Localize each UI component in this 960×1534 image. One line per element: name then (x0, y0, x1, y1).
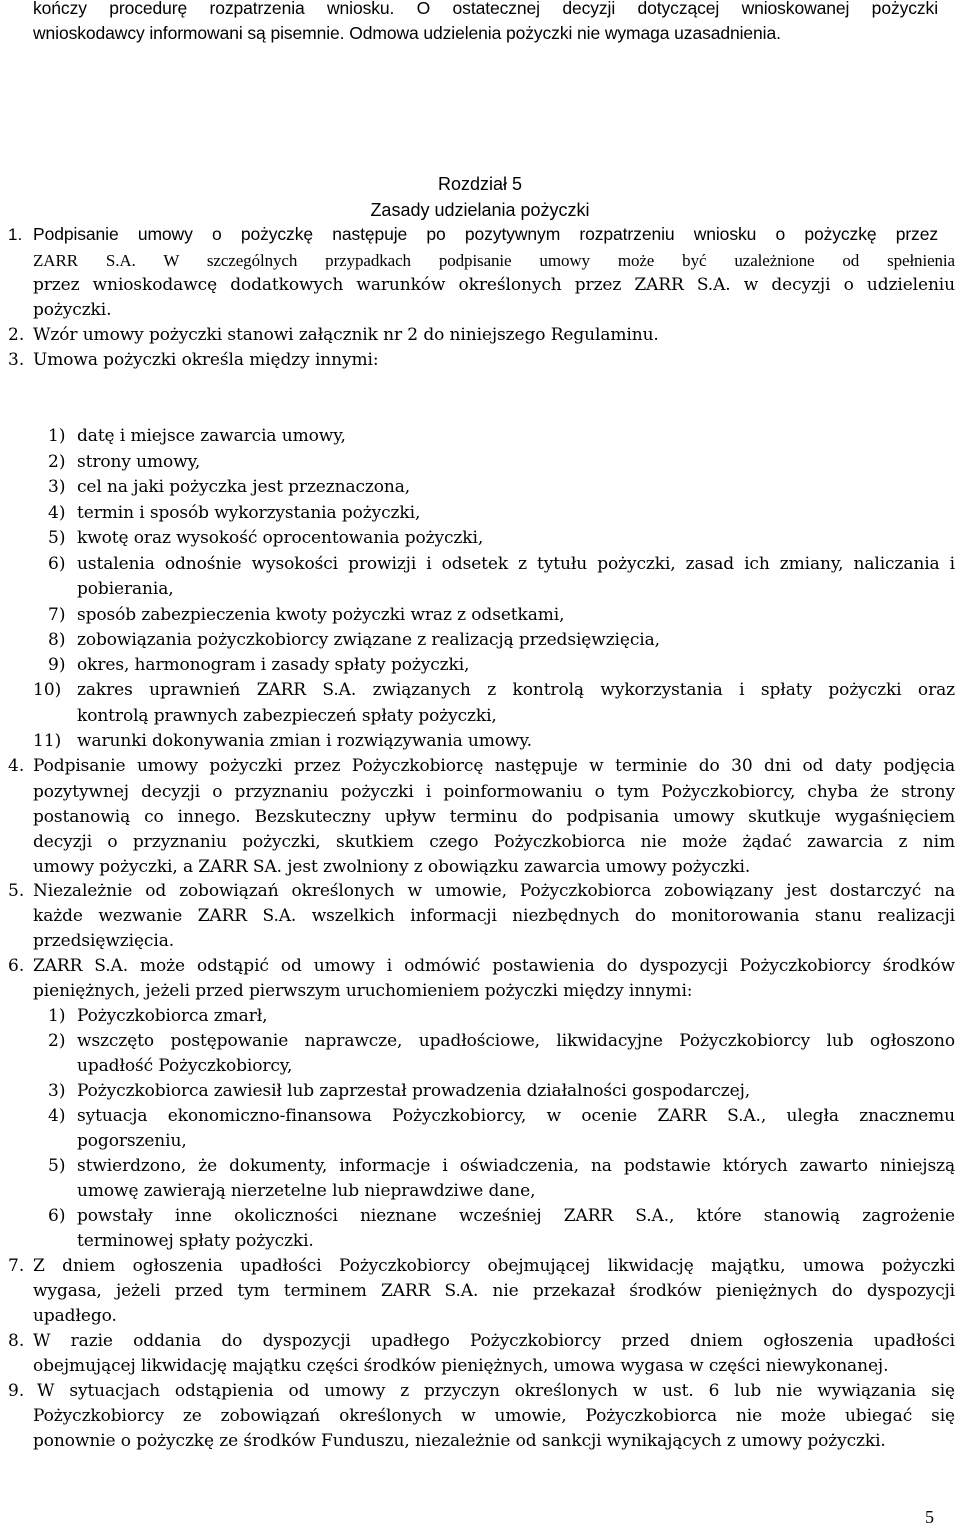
list-item: sytuacja ekonomiczno-finansowa Pożyczkobiorcy, w ocenie ZARR S.A., uległa znacznemu (77, 1106, 955, 1126)
list-item: pobierania, (77, 579, 174, 599)
section-4-line: umowy pożyczki, a ZARR SA. jest zwolniony z obowiązku zawarcia umowy pożyczki. (33, 857, 751, 877)
page-number: 5 (925, 1507, 934, 1527)
section-4-line: postanowią co innego. Bezskuteczny upływ terminu do podpisania umowy skutkuje wygaśnięciem (33, 807, 955, 827)
section-2-line: Wzór umowy pożyczki stanowi załącznik nr 2 do niniejszego Regulaminu. (33, 325, 659, 345)
list-item: kwotę oraz wysokość oprocentowania pożyczki, (77, 528, 484, 548)
list-item: zakres uprawnień ZARR S.A. związanych z kontrolą wykorzystania i spłaty pożyczki oraz (77, 680, 955, 700)
list-item: wszczęto postępowanie naprawcze, upadłościowe, likwidacyjne Pożyczkobiorcy lub ogłoszono (77, 1031, 955, 1051)
section-6-line: ZARR S.A. może odstąpić od umowy i odmówić postawienia do dyspozycji Pożyczkobiorcy środków (33, 956, 955, 976)
list-item-number: 2) (48, 452, 66, 472)
list-item-number: 11) (33, 731, 62, 751)
list-item: umowę zawierają nierzetelne lub nieprawdziwe dane, (77, 1181, 536, 1201)
section-1-line: Podpisanie umowy o pożyczkę następuje po pozytywnym rozpatrzeniu wniosku o pożyczkę przez (33, 224, 938, 244)
list-item-number: 6) (48, 1206, 66, 1226)
section-5-number: 5. (8, 881, 25, 901)
section-9-line: Pożyczkobiorcy ze zobowiązań określonych w umowie, Pożyczkobiorca nie może ubiegać się (33, 1406, 955, 1426)
list-item: pogorszeniu, (77, 1131, 187, 1151)
list-item-number: 4) (48, 1106, 66, 1126)
list-item: datę i miejsce zawarcia umowy, (77, 426, 346, 446)
chapter-subtitle: Zasady udzielania pożyczki (370, 200, 590, 220)
section-9-line: W sytuacjach odstąpienia od umowy z przyczyn określonych w ust. 6 lub nie wywiązania się (37, 1381, 955, 1401)
list-item: okres, harmonogram i zasady spłaty pożyczki, (77, 655, 470, 675)
list-item: zobowiązania pożyczkobiorcy związane z realizacją przedsięwzięcia, (77, 630, 660, 650)
list-item-number: 9) (48, 655, 66, 675)
list-item-number: 5) (48, 528, 66, 548)
list-item-number: 1) (48, 426, 66, 446)
section-2-number: 2. (8, 325, 25, 345)
list-item: warunki dokonywania zmian i rozwiązywania umowy. (77, 731, 532, 751)
section-4-line: decyzji o przyznaniu pożyczki, skutkiem czego Pożyczkobiorca nie może żądać zawarcia z nim (33, 832, 955, 852)
section-4-line: Podpisanie umowy pożyczki przez Pożyczkobiorcę następuje w terminie do 30 dni od daty podjęcia (33, 756, 955, 776)
section-4-line: pozytywnej decyzji o przyznaniu pożyczki i poinformowaniu o tym Pożyczkobiorcy, chyba że strony (33, 782, 955, 802)
section-7-line: Z dniem ogłoszenia upadłości Pożyczkobiorcy obejmującej likwidację majątku, umowa pożyczki (33, 1256, 955, 1276)
section-6-line: pieniężnych, jeżeli przed pierwszym uruchomieniem pożyczki między innymi: (33, 981, 693, 1001)
list-item: stwierdzono, że dokumenty, informacje i oświadczenia, na podstawie których zawarto niniejszą (77, 1156, 955, 1176)
section-1-line: przez wnioskodawcę dodatkowych warunków określonych przez ZARR S.A. w decyzji o udzieleniu (33, 275, 955, 295)
list-item-number: 7) (48, 605, 66, 625)
list-item: Pożyczkobiorca zmarł, (77, 1006, 268, 1026)
list-item: kontrolą prawnych zabezpieczeń spłaty pożyczki, (77, 706, 497, 726)
list-item-number: 8) (48, 630, 66, 650)
list-item: cel na jaki pożyczka jest przeznaczona, (77, 477, 411, 497)
section-3-line: Umowa pożyczki określa między innymi: (33, 350, 379, 370)
section-8-line: W razie oddania do dyspozycji upadłego Pożyczkobiorcy przed dniem ogłoszenia upadłości (33, 1331, 955, 1351)
section-1-line: ZARR S.A. W szczególnych przypadkach podpisanie umowy może być uzależnione od spełnienia (33, 251, 955, 270)
list-item: strony umowy, (77, 452, 201, 472)
section-6-number: 6. (8, 956, 25, 976)
list-item-number: 3) (48, 1081, 66, 1101)
list-item-number: 10) (33, 680, 62, 700)
list-item: powstały inne okoliczności nieznane wcześniej ZARR S.A., które stanowią zagrożenie (77, 1206, 955, 1226)
section-1-line: pożyczki. (33, 300, 112, 320)
section-7-line: wygasa, jeżeli przed tym terminem ZARR S.A. nie przekazał środków pieniężnych do dyspozycji (33, 1281, 955, 1301)
list-item: Pożyczkobiorca zawiesił lub zaprzestał prowadzenia działalności gospodarczej, (77, 1081, 751, 1101)
list-item: termin i sposób wykorzystania pożyczki, (77, 503, 421, 523)
list-item-number: 5) (48, 1156, 66, 1176)
list-item-number: 2) (48, 1031, 66, 1051)
section-7-line: upadłego. (33, 1306, 117, 1326)
section-3-number: 3. (8, 350, 25, 370)
chapter-title: Rozdział 5 (437, 174, 523, 194)
section-9-number: 9. (8, 1381, 25, 1401)
intro-line-2: wnioskodawcy informowani są pisemnie. Odmowa udzielenia pożyczki nie wymaga uzasadnienia. (33, 23, 781, 43)
section-1-number: 1. (8, 225, 23, 244)
list-item: terminowej spłaty pożyczki. (77, 1231, 314, 1251)
section-5-line: Niezależnie od zobowiązań określonych w umowie, Pożyczkobiorca zobowiązany jest dostarczyć na (33, 881, 955, 901)
list-item: upadłość Pożyczkobiorcy, (77, 1056, 293, 1076)
list-item-number: 1) (48, 1006, 66, 1026)
section-7-number: 7. (8, 1256, 25, 1276)
section-9-line: ponownie o pożyczkę ze środków Funduszu, niezależnie od sankcji wynikających z umowy pożyczki. (33, 1431, 886, 1451)
list-item-number: 6) (48, 554, 66, 574)
section-5-line: każde wezwanie ZARR S.A. wszelkich informacji niezbędnych do monitorowania stanu realizacji (33, 906, 955, 926)
intro-line-1: kończy procedurę rozpatrzenia wniosku. O ostatecznej decyzji dotyczącej wnioskowanej pożyczki (33, 0, 938, 18)
section-5-line: przedsięwzięcia. (33, 931, 175, 951)
list-item: sposób zabezpieczenia kwoty pożyczki wraz z odsetkami, (77, 605, 565, 625)
list-item: ustalenia odnośnie wysokości prowizji i odsetek z tytułu pożyczki, zasad ich zmiany, naliczania i (77, 554, 955, 574)
list-item-number: 4) (48, 503, 66, 523)
section-8-number: 8. (8, 1331, 25, 1351)
list-item-number: 3) (48, 477, 66, 497)
section-8-line: obejmującej likwidację majątku części środków pieniężnych, umowa wygasa w części niewykonanej. (33, 1356, 889, 1376)
section-4-number: 4. (8, 756, 25, 776)
